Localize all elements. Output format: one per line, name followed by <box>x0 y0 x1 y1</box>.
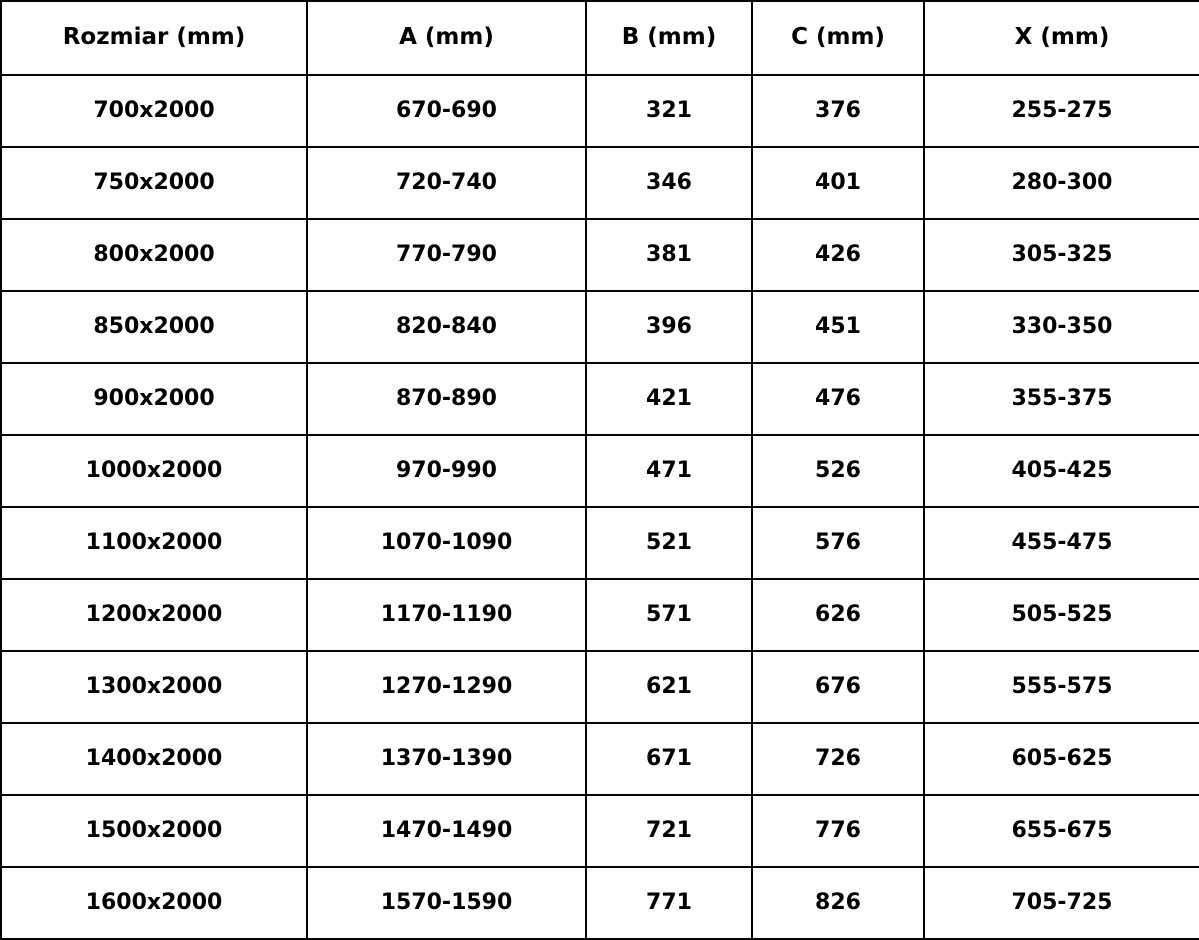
cell-value: 476 <box>752 363 924 435</box>
table-row <box>1 867 1199 939</box>
cell-value: 396 <box>586 291 752 363</box>
cell-value: 1570-1590 <box>307 867 586 939</box>
cell-value: 521 <box>586 507 752 579</box>
cell-value: 571 <box>586 579 752 651</box>
cell-value: 401 <box>752 147 924 219</box>
cell-rozmiar: 1200x2000 <box>1 579 307 651</box>
cell-rozmiar: 1300x2000 <box>1 651 307 723</box>
cell-value: 626 <box>752 579 924 651</box>
cell-value: 576 <box>752 507 924 579</box>
cell-value: 671 <box>586 723 752 795</box>
table-row <box>1 291 1199 363</box>
column-header-rozmiar: Rozmiar (mm) <box>1 1 307 75</box>
cell-value: 1070-1090 <box>307 507 586 579</box>
cell-value: 605-625 <box>924 723 1199 795</box>
cell-value: 1370-1390 <box>307 723 586 795</box>
cell-value: 421 <box>586 363 752 435</box>
cell-value: 721 <box>586 795 752 867</box>
cell-rozmiar: 850x2000 <box>1 291 307 363</box>
table-row <box>1 795 1199 867</box>
table-row <box>1 363 1199 435</box>
cell-rozmiar: 1100x2000 <box>1 507 307 579</box>
cell-value: 305-325 <box>924 219 1199 291</box>
cell-value: 330-350 <box>924 291 1199 363</box>
cell-value: 771 <box>586 867 752 939</box>
cell-value: 1270-1290 <box>307 651 586 723</box>
table-row <box>1 579 1199 651</box>
cell-value: 720-740 <box>307 147 586 219</box>
cell-value: 770-790 <box>307 219 586 291</box>
cell-rozmiar: 900x2000 <box>1 363 307 435</box>
table-row <box>1 723 1199 795</box>
cell-rozmiar: 750x2000 <box>1 147 307 219</box>
cell-value: 555-575 <box>924 651 1199 723</box>
cell-value: 670-690 <box>307 75 586 147</box>
table-header <box>1 1 1199 75</box>
cell-rozmiar: 1000x2000 <box>1 435 307 507</box>
cell-value: 870-890 <box>307 363 586 435</box>
cell-value: 820-840 <box>307 291 586 363</box>
cell-rozmiar: 1500x2000 <box>1 795 307 867</box>
table-row <box>1 651 1199 723</box>
cell-value: 321 <box>586 75 752 147</box>
cell-rozmiar: 800x2000 <box>1 219 307 291</box>
cell-value: 280-300 <box>924 147 1199 219</box>
column-header-a: A (mm) <box>307 1 586 75</box>
cell-value: 346 <box>586 147 752 219</box>
table-row <box>1 507 1199 579</box>
cell-value: 726 <box>752 723 924 795</box>
cell-value: 405-425 <box>924 435 1199 507</box>
column-header-b: B (mm) <box>586 1 752 75</box>
table-body <box>1 75 1199 939</box>
column-header-x: X (mm) <box>924 1 1199 75</box>
cell-value: 455-475 <box>924 507 1199 579</box>
cell-value: 655-675 <box>924 795 1199 867</box>
cell-value: 355-375 <box>924 363 1199 435</box>
cell-value: 826 <box>752 867 924 939</box>
cell-value: 255-275 <box>924 75 1199 147</box>
cell-rozmiar: 700x2000 <box>1 75 307 147</box>
cell-value: 970-990 <box>307 435 586 507</box>
table-row <box>1 147 1199 219</box>
table-row <box>1 219 1199 291</box>
cell-value: 376 <box>752 75 924 147</box>
table-header-row <box>1 1 1199 75</box>
cell-value: 1470-1490 <box>307 795 586 867</box>
table-row <box>1 435 1199 507</box>
cell-value: 705-725 <box>924 867 1199 939</box>
table-row <box>1 75 1199 147</box>
cell-value: 426 <box>752 219 924 291</box>
cell-value: 776 <box>752 795 924 867</box>
cell-rozmiar: 1600x2000 <box>1 867 307 939</box>
cell-value: 1170-1190 <box>307 579 586 651</box>
cell-value: 676 <box>752 651 924 723</box>
cell-value: 381 <box>586 219 752 291</box>
column-header-c: C (mm) <box>752 1 924 75</box>
cell-value: 505-525 <box>924 579 1199 651</box>
cell-value: 526 <box>752 435 924 507</box>
cell-value: 621 <box>586 651 752 723</box>
cell-value: 471 <box>586 435 752 507</box>
cell-rozmiar: 1400x2000 <box>1 723 307 795</box>
cell-value: 451 <box>752 291 924 363</box>
